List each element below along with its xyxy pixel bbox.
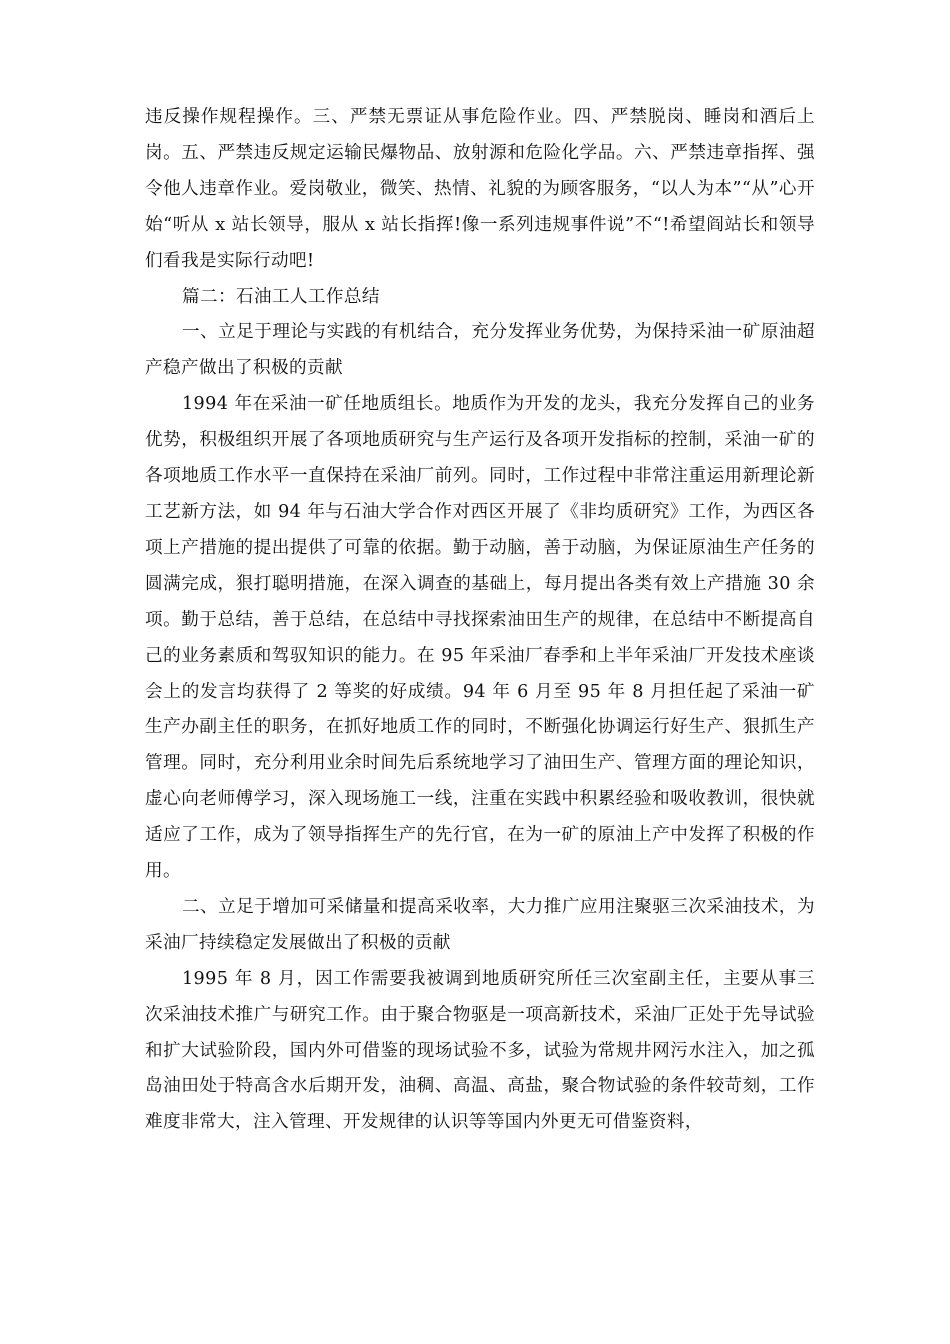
paragraph-2: 1994 年在采油一矿任地质组长。地质作为开发的龙头，我充分发挥自己的业务优势，积极组织开展了各项地质研究与生产运行及各项开发指标的控制，采油一矿的各项地质工作水平一直保持在采油厂前列。同时，工作过程中非常注重运用新理论新工艺新方法，如 94 年与石油大学合作对西区开展了《非均质研究》工作，为西区各项上产措施的提出提供了可靠的依据。勤于动脑，善于动脑，为保证原油生产任务的圆满完成，狠打聪明措施，在深入调查的基础上，每月提出各类有效上产措施 30 余项。勤于总结，善于总结，在总结中寻找探索油田生产的规律，在总结中不断提高自己的业务素质和驾驭知识的能力。在 95 年采油厂春季和上半年采油厂开发技术座谈会上的发言均获得了 2 等奖的好成绩。94 年 6 月至 95 年 8 月担任起了采油一矿生产办副主任的职务，在抓好地质工作的同时，不断强化协调运行好生产、狠抓生产管理。同时，充分利用业余时间先后系统地学习了油田生产、管理方面的理论知识，虚心向老师傅学习，深入现场施工一线，注重在实践中积累经验和吸收教训，很快就适应了工作，成为了领导指挥生产的先行官，在为一矿的原油上产中发挥了积极的作用。 <box>145 394 815 882</box>
document-body <box>145 100 815 1141</box>
section-title: 篇二：石油工人工作总结 <box>181 286 380 307</box>
section-heading-2: 二、立足于增加可采储量和提高采收率，大力推广应用注聚驱三次采油技术，为采油厂持续稳定发展做出了积极的贡献 <box>145 896 815 953</box>
paragraph-1: 违反操作规程操作。三、严禁无票证从事危险作业。四、严禁脱岗、睡岗和酒后上岗。五、严禁违反规定运输民爆物品、放射源和危险化学品。六、严禁违章指挥、强令他人违章作业。爱岗敬业，微笑、热情、礼貌的为顾客服务，“以人为本”“从”心开始“听从 x 站长领导，服从 x 站长指挥!像一系列违规事件说”不“!希望阎站长和领导们看我是实际行动吧! <box>145 107 815 271</box>
section-heading-1: 一、立足于理论与实践的有机结合，充分发挥业务优势，为保持采油一矿原油超产稳产做出了积极的贡献 <box>145 322 815 379</box>
paragraph-3: 1995 年 8 月，因工作需要我被调到地质研究所任三次室副主任，主要从事三次采油技术推广与研究工作。由于聚合物驱是一项高新技术，采油厂正处于先导试验和扩大试验阶段，国内外可借鉴的现场试验不多，试验为常规井网污水注入，加之孤岛油田处于特高含水后期开发，油稠、高温、高盐，聚合物试验的条件较苛刻，工作难度非常大，注入管理、开发规律的认识等等国内外更无可借鉴资料， <box>145 968 815 1133</box>
